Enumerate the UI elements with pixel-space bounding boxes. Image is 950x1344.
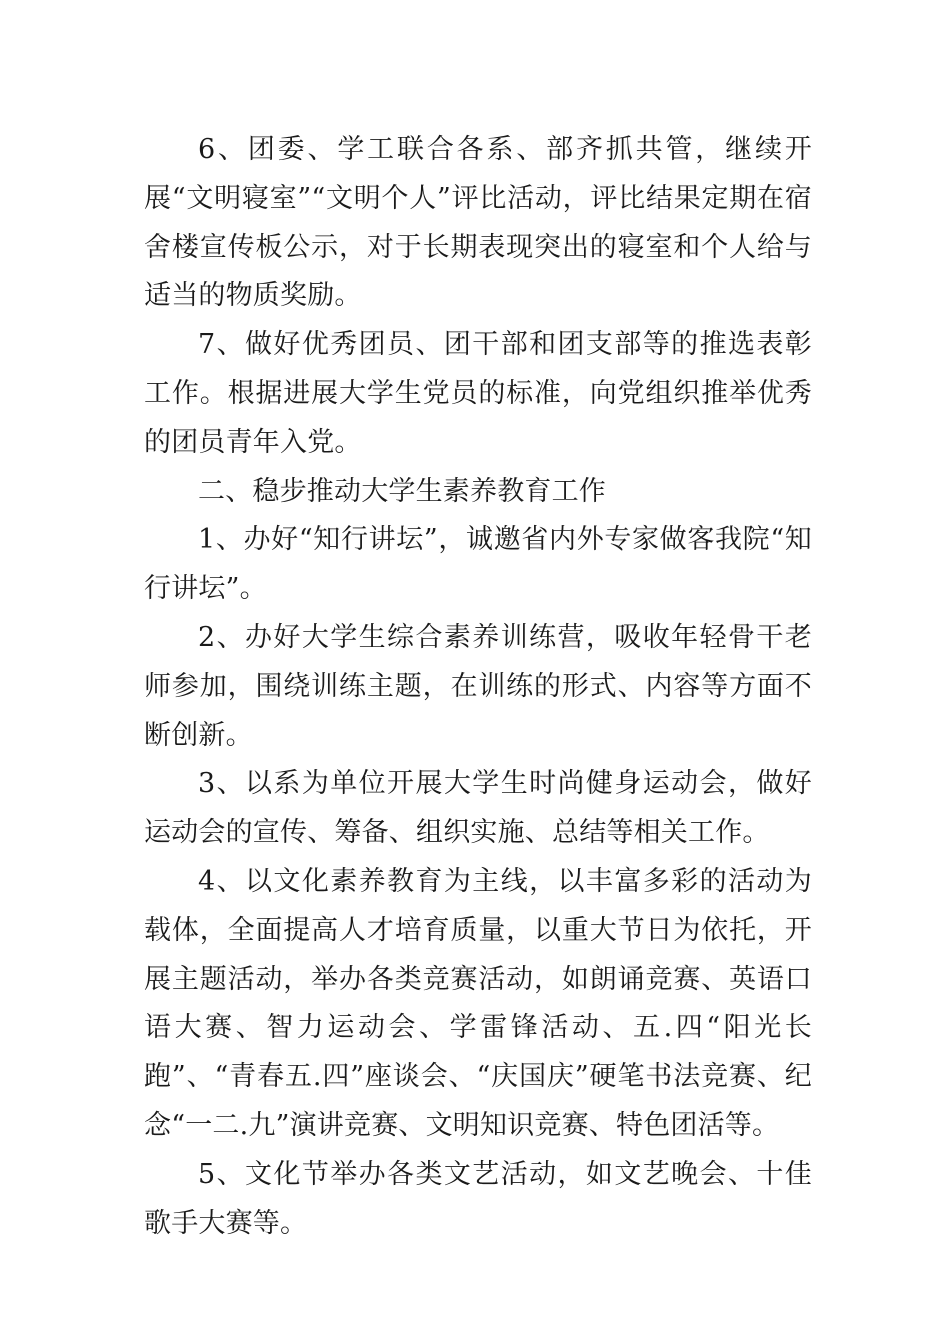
paragraph-item-2: 2、办好大学生综合素养训练营，吸收年轻骨干老师参加，围绕训练主题，在训练的形式、内容等方面不断创新。: [144, 621, 812, 751]
paragraph-item-5: 5、文化节举办各类文艺活动，如文艺晚会、十佳歌手大赛等。: [144, 1158, 812, 1239]
paragraph-item-1: 1、办好“知行讲坛”，诚邀省内外专家做客我院“知行讲坛”。: [144, 524, 812, 605]
paragraph-item-7: 7、做好优秀团员、团干部和团支部等的推选表彰工作。根据进展大学生党员的标准，向党组织推举优秀的团员青年入党。: [144, 329, 812, 458]
paragraph-item-4: 4、以文化素养教育为主线，以丰富多彩的活动为载体，全面提高人才培育质量，以重大节日为依托，开展主题活动，举办各类竞赛活动，如朗诵竞赛、英语口语大赛、智力运动会、学雷锋活动、五.四“阳光长跑”、“青春五.四”座谈会、“庆国庆”硬笔书法竞赛、纪念“一二.九”演讲竞赛、文明知识竞赛、特色团活等。: [144, 865, 812, 1141]
paragraph-item-6: 6、团委、学工联合各系、部齐抓共管，继续开展“文明寝室”“文明个人”评比活动，评比结果定期在宿舍楼宣传板公示，对于长期表现突出的寝室和个人给与适当的物质奖励。: [144, 134, 812, 312]
document-body: [144, 126, 812, 1248]
paragraph-item-3: 3、以系为单位开展大学生时尚健身运动会，做好运动会的宣传、筹备、组织实施、总结等相关工作。: [144, 768, 812, 849]
section-heading: 二、稳步推动大学生素养教育工作: [198, 475, 606, 507]
